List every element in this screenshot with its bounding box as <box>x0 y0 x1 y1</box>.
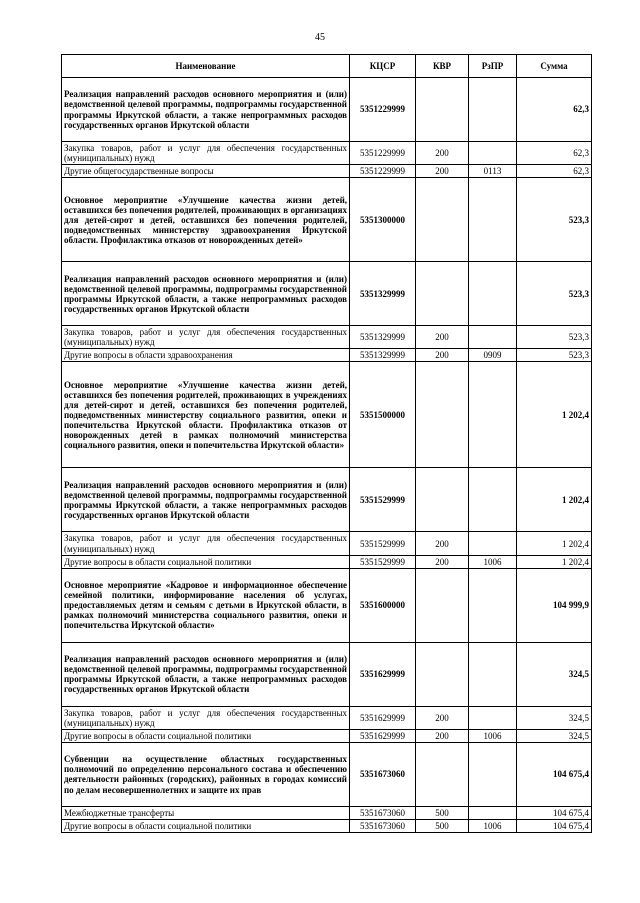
table-row <box>62 178 592 262</box>
cell-kcsr: 5351329999 <box>350 326 416 349</box>
table-row <box>62 362 592 468</box>
table-row <box>62 78 592 142</box>
cell-sum: 523,3 <box>517 178 592 262</box>
cell-sum: 324,5 <box>517 706 592 729</box>
cell-rzpr <box>469 78 517 142</box>
cell-name: Другие вопросы в области социальной политики <box>62 820 350 833</box>
cell-rzpr <box>469 142 517 165</box>
cell-sum: 62,3 <box>517 78 592 142</box>
cell-kcsr: 5351673060 <box>350 820 416 833</box>
cell-name: Другие вопросы в области социальной политики <box>62 729 350 742</box>
table-row <box>62 349 592 362</box>
cell-name: Закупка товаров, работ и услуг для обеспечения государственных (муниципальных) нужд <box>62 706 350 729</box>
cell-kcsr: 5351229999 <box>350 142 416 165</box>
cell-name: Межбюджетные трансферты <box>62 806 350 819</box>
cell-rzpr <box>469 706 517 729</box>
budget-table <box>61 54 592 833</box>
cell-kcsr: 5351529999 <box>350 468 416 532</box>
table-row <box>62 568 592 642</box>
cell-sum: 523,3 <box>517 262 592 326</box>
cell-kvr <box>416 568 469 642</box>
cell-name: Основное мероприятие «Улучшение качества жизни детей, оставшихся без попечения родителей, проживающих в организациях для детей-сирот и детей, оставшихся без попечения родителей, подведомственных министерству здравоохранения Иркутской области. Профилактика отказов от новорожденных детей» <box>62 178 350 262</box>
cell-kvr: 200 <box>416 349 469 362</box>
cell-name: Закупка товаров, работ и услуг для обеспечения государственных (муниципальных) нужд <box>62 326 350 349</box>
cell-kvr: 200 <box>416 165 469 178</box>
cell-sum: 1 202,4 <box>517 362 592 468</box>
header-sum: Сумма <box>517 55 592 78</box>
cell-sum: 523,3 <box>517 326 592 349</box>
header-kcsr: КЦСР <box>350 55 416 78</box>
cell-kcsr: 5351673060 <box>350 806 416 819</box>
table-row <box>62 742 592 806</box>
cell-name: Реализация направлений расходов основного мероприятия и (или) ведомственной целевой программы, подпрограммы государственной программы Иркутской области, а также непрограммных расходов государственных органов Иркутской области <box>62 78 350 142</box>
cell-rzpr <box>469 532 517 555</box>
cell-name: Другие вопросы в области здравоохранения <box>62 349 350 362</box>
cell-kcsr: 5351329999 <box>350 349 416 362</box>
cell-kcsr: 5351629999 <box>350 706 416 729</box>
cell-name: Закупка товаров, работ и услуг для обеспечения государственных (муниципальных) нужд <box>62 532 350 555</box>
header-name: Наименование <box>62 55 350 78</box>
cell-kvr <box>416 468 469 532</box>
cell-kcsr: 5351629999 <box>350 642 416 706</box>
cell-name: Реализация направлений расходов основного мероприятия и (или) ведомственной целевой программы, подпрограммы государственной программы Иркутской области, а также непрограммных расходов государственных органов Иркутской области <box>62 642 350 706</box>
cell-rzpr: 1006 <box>469 820 517 833</box>
cell-kcsr: 5351600000 <box>350 568 416 642</box>
cell-sum: 104 675,4 <box>517 742 592 806</box>
cell-sum: 104 675,4 <box>517 806 592 819</box>
cell-rzpr <box>469 642 517 706</box>
cell-kcsr: 5351500000 <box>350 362 416 468</box>
cell-kvr <box>416 78 469 142</box>
table-row <box>62 326 592 349</box>
cell-rzpr <box>469 326 517 349</box>
cell-kcsr: 5351229999 <box>350 78 416 142</box>
table-header-row <box>62 55 592 78</box>
cell-rzpr <box>469 742 517 806</box>
table-row <box>62 142 592 165</box>
cell-sum: 324,5 <box>517 729 592 742</box>
cell-rzpr <box>469 806 517 819</box>
cell-sum: 1 202,4 <box>517 532 592 555</box>
cell-kvr: 200 <box>416 706 469 729</box>
cell-name: Закупка товаров, работ и услуг для обеспечения государственных (муниципальных) нужд <box>62 142 350 165</box>
cell-name: Реализация направлений расходов основного мероприятия и (или) ведомственной целевой программы, подпрограммы государственной программы Иркутской области, а также непрограммных расходов государственных органов Иркутской области <box>62 262 350 326</box>
cell-rzpr: 0113 <box>469 165 517 178</box>
cell-rzpr <box>469 362 517 468</box>
cell-kvr: 500 <box>416 820 469 833</box>
table-row <box>62 806 592 819</box>
cell-sum: 104 675,4 <box>517 820 592 833</box>
cell-name: Основное мероприятие «Улучшение качества жизни детей, оставшихся без попечения родителей, проживающих в учреждениях для детей-сирот и детей, оставшихся без попечения родителей, подведомственных министерству социального развития, опеки и попечительства Иркутской области. Профилактика отказов от новорожденных детей в рамках полномочий министерства социального развития, опеки и попечительства Иркутской области» <box>62 362 350 468</box>
header-kvr: КВР <box>416 55 469 78</box>
cell-sum: 1 202,4 <box>517 468 592 532</box>
cell-sum: 523,3 <box>517 349 592 362</box>
table-body <box>62 78 592 833</box>
cell-kvr: 200 <box>416 729 469 742</box>
cell-sum: 324,5 <box>517 642 592 706</box>
cell-name: Другие вопросы в области социальной политики <box>62 555 350 568</box>
cell-rzpr <box>469 568 517 642</box>
cell-rzpr <box>469 262 517 326</box>
cell-kcsr: 5351329999 <box>350 262 416 326</box>
table-row <box>62 165 592 178</box>
cell-kvr <box>416 262 469 326</box>
cell-rzpr: 1006 <box>469 555 517 568</box>
table-row <box>62 532 592 555</box>
cell-kcsr: 5351673060 <box>350 742 416 806</box>
table-row <box>62 262 592 326</box>
cell-sum: 104 999,9 <box>517 568 592 642</box>
cell-kvr: 200 <box>416 532 469 555</box>
cell-kcsr: 5351629999 <box>350 729 416 742</box>
cell-kvr <box>416 642 469 706</box>
cell-kvr <box>416 362 469 468</box>
cell-sum: 1 202,4 <box>517 555 592 568</box>
table-row <box>62 555 592 568</box>
cell-rzpr <box>469 178 517 262</box>
cell-kvr: 500 <box>416 806 469 819</box>
cell-kcsr: 5351529999 <box>350 555 416 568</box>
cell-rzpr: 1006 <box>469 729 517 742</box>
cell-kvr: 200 <box>416 555 469 568</box>
cell-name: Основное мероприятие «Кадровое и информационное обеспечение семейной политики, информирование населения об услугах, предоставляемых детям и семьям с детьми в Иркутской области, в рамках полномочий министерства социального развития, опеки и попечительства Иркутской области» <box>62 568 350 642</box>
table-row <box>62 706 592 729</box>
page-number: 45 <box>315 32 325 43</box>
cell-name: Другие общегосударственные вопросы <box>62 165 350 178</box>
table-row <box>62 820 592 833</box>
cell-sum: 62,3 <box>517 165 592 178</box>
cell-name: Реализация направлений расходов основного мероприятия и (или) ведомственной целевой программы, подпрограммы государственной программы Иркутской области, а также непрограммных расходов государственных органов Иркутской области <box>62 468 350 532</box>
cell-kvr <box>416 178 469 262</box>
cell-kvr <box>416 742 469 806</box>
cell-kcsr: 5351529999 <box>350 532 416 555</box>
cell-kvr: 200 <box>416 142 469 165</box>
header-rzpr: РзПР <box>469 55 517 78</box>
cell-name: Субвенции на осуществление областных государственных полномочий по определению персонального состава и обеспечению деятельности районных (городских), районных в городах комиссий по делам несовершеннолетних и защите их прав <box>62 742 350 806</box>
cell-kcsr: 5351229999 <box>350 165 416 178</box>
cell-rzpr <box>469 468 517 532</box>
table-row <box>62 642 592 706</box>
table-row <box>62 468 592 532</box>
cell-kvr: 200 <box>416 326 469 349</box>
cell-sum: 62,3 <box>517 142 592 165</box>
cell-rzpr: 0909 <box>469 349 517 362</box>
table-row <box>62 729 592 742</box>
cell-kcsr: 5351300000 <box>350 178 416 262</box>
